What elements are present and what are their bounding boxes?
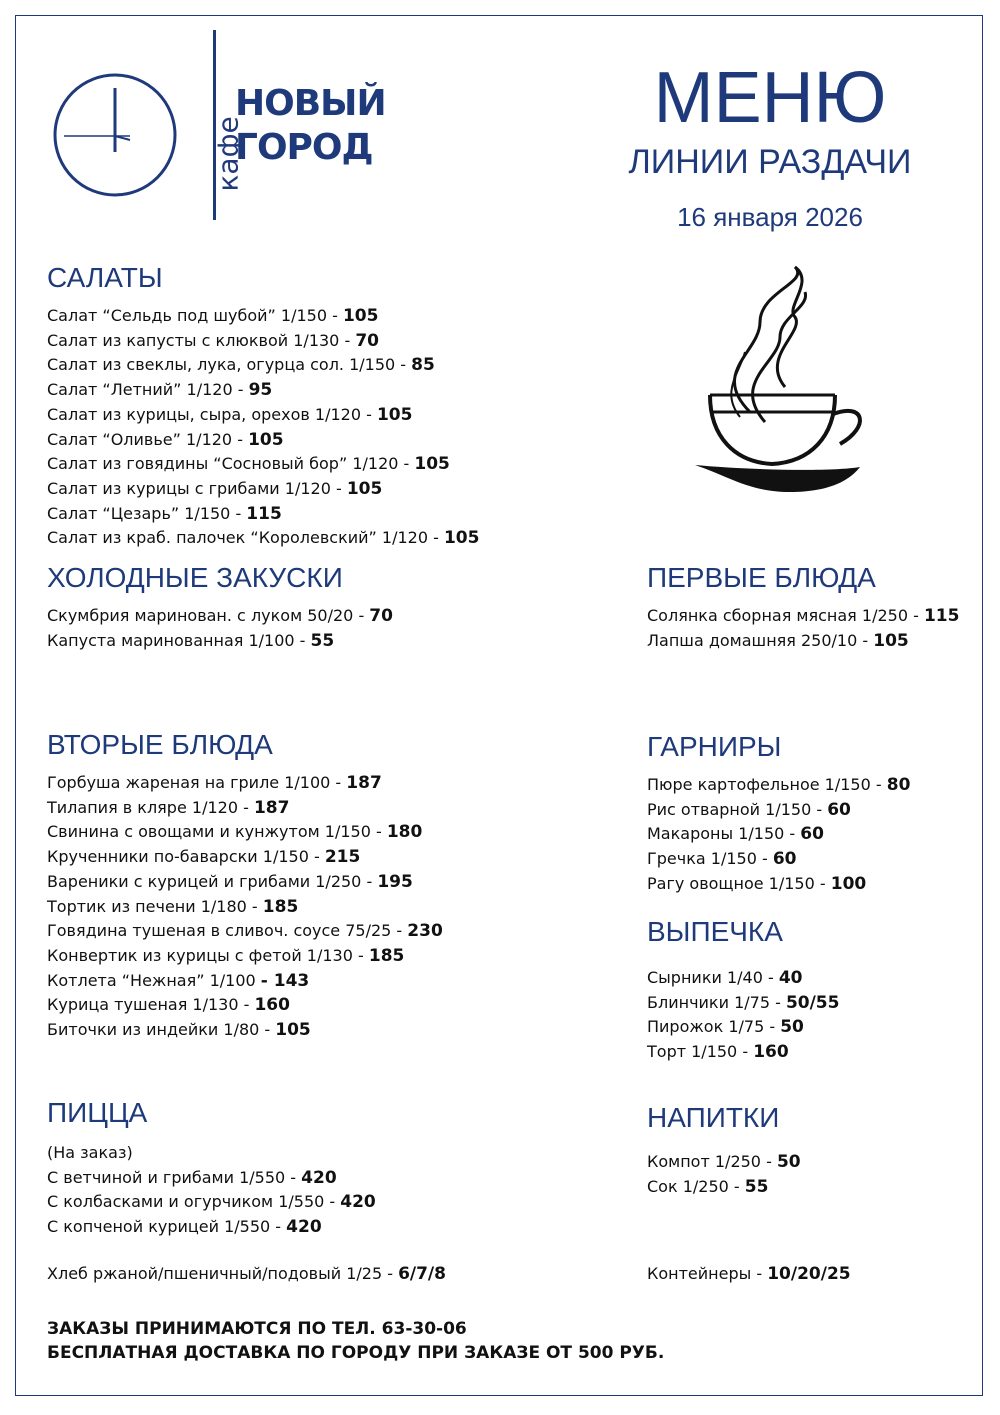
section-title: ХОЛОДНЫЕ ЗАКУСКИ xyxy=(47,562,343,593)
item-price: 50 xyxy=(776,1152,801,1172)
logo-name xyxy=(235,82,386,170)
item-list xyxy=(47,304,479,551)
item-price: 420 xyxy=(340,1192,376,1213)
section-first-courses xyxy=(647,560,959,653)
menu-item xyxy=(47,796,443,821)
item-name: Конвертик из курицы с фетой 1/130 - xyxy=(47,945,369,965)
pizza-note: (На заказ) xyxy=(47,1143,133,1162)
menu-item xyxy=(47,771,443,796)
menu-item xyxy=(647,1015,839,1040)
footer-delivery: БЕСПЛАТНАЯ ДОСТАВКА ПО ГОРОДУ ПРИ ЗАКАЗЕ ОТ 500 РУБ. xyxy=(47,1343,665,1363)
logo-name-line1: НОВЫЙ xyxy=(235,83,386,124)
section-title: ВЫПЕЧКА xyxy=(647,916,783,947)
item-price: 160 xyxy=(753,1042,789,1063)
item-price: 50 xyxy=(780,1017,804,1038)
item-price: 85 xyxy=(411,355,435,376)
item-list xyxy=(647,966,839,1065)
menu-item xyxy=(647,847,910,872)
section-garnish xyxy=(647,729,910,897)
menu-item xyxy=(647,798,910,823)
menu-item xyxy=(647,1150,801,1175)
item-price: 50/55 xyxy=(785,992,840,1013)
menu-item xyxy=(47,477,479,502)
item-list xyxy=(47,771,443,1043)
item-list xyxy=(47,604,393,653)
item-price: 185 xyxy=(262,896,299,917)
item-name: Крученники по-баварски 1/150 - xyxy=(47,847,325,867)
item-name: Торт 1/150 - xyxy=(647,1042,754,1062)
menu-item xyxy=(647,1040,839,1065)
item-name: Сырники 1/40 - xyxy=(647,968,779,987)
item-name: Лапша домашняя 250/10 - xyxy=(647,630,874,650)
item-price: 105 xyxy=(873,630,909,651)
item-price: 105 xyxy=(342,306,379,326)
item-name: Блинчики 1/75 - xyxy=(647,992,786,1012)
item-name: Салат “Оливье” 1/120 - xyxy=(47,429,249,449)
menu-item xyxy=(647,822,910,847)
footer-phone: ЗАКАЗЫ ПРИНИМАЮТСЯ ПО ТЕЛ. 63-30-06 xyxy=(47,1319,467,1339)
item-name: Вареники с курицей и грибами 1/250 - xyxy=(47,871,378,891)
item-price: 10/20/25 xyxy=(767,1264,851,1284)
item-name: Салат “Летний” 1/120 - xyxy=(47,380,249,400)
menu-item xyxy=(47,820,443,845)
footer-notice xyxy=(47,1317,664,1365)
item-name: Хлеб ржаной/пшеничный/подовый 1/25 - xyxy=(47,1264,399,1283)
item-name: Курица тушеная 1/130 - xyxy=(47,995,255,1015)
menu-item xyxy=(47,304,479,329)
section-salads xyxy=(47,260,479,551)
item-name: Контейнеры - xyxy=(647,1264,768,1283)
item-price: 70 xyxy=(355,330,379,351)
item-price: 80 xyxy=(886,775,911,795)
item-price: 40 xyxy=(778,968,803,988)
section-cold-snacks xyxy=(47,560,393,653)
menu-item xyxy=(647,773,910,798)
section-pizza xyxy=(47,1095,376,1240)
item-name: Компот 1/250 - xyxy=(647,1152,777,1171)
containers-item xyxy=(647,1262,851,1287)
section-title: НАПИТКИ xyxy=(647,1102,780,1133)
item-price: 420 xyxy=(301,1167,337,1188)
item-price: 100 xyxy=(830,873,867,894)
item-price: 6/7/8 xyxy=(398,1264,446,1284)
menu-item xyxy=(47,329,479,354)
menu-item xyxy=(47,1215,376,1240)
item-name: Тортик из печени 1/180 - xyxy=(47,896,263,916)
item-name: Пирожок 1/75 - xyxy=(647,1017,781,1037)
item-name: С ветчиной и грибами 1/550 - xyxy=(47,1167,302,1187)
item-price: 105 xyxy=(376,404,413,425)
section-title: ВТОРЫЕ БЛЮДА xyxy=(47,729,273,760)
logo-cafe-label: кафе xyxy=(211,116,245,192)
item-name: Салат из курицы, сыра, орехов 1/120 - xyxy=(47,404,377,424)
menu-subtitle: ЛИНИИ РАЗДАЧИ xyxy=(628,143,912,181)
item-name: Салат из свеклы, лука, огурца сол. 1/150 - xyxy=(47,355,412,375)
item-name: С копченой курицей 1/550 - xyxy=(47,1217,287,1237)
item-list xyxy=(47,1166,376,1240)
menu-item xyxy=(47,403,479,428)
menu-item xyxy=(47,919,443,944)
item-price: 95 xyxy=(248,380,273,401)
item-name: Рис отварной 1/150 - xyxy=(647,799,828,819)
item-name: Солянка сборная мясная 1/250 - xyxy=(647,606,924,625)
item-name: Сок 1/250 - xyxy=(647,1176,745,1196)
menu-item xyxy=(647,604,959,629)
menu-item xyxy=(47,526,479,551)
section-bakery xyxy=(647,914,839,1065)
item-name: Макароны 1/150 - xyxy=(647,824,801,844)
item-name: Свинина с овощами и кунжутом 1/150 - xyxy=(47,822,387,842)
item-price: 60 xyxy=(827,799,851,820)
item-name: Пюре картофельное 1/150 - xyxy=(647,775,887,794)
clock-logo-icon xyxy=(50,70,180,200)
menu-item xyxy=(47,452,479,477)
bread-item xyxy=(47,1262,446,1287)
menu-item xyxy=(47,353,479,378)
section-title: ПЕРВЫЕ БЛЮДА xyxy=(647,562,876,593)
item-price: 180 xyxy=(386,822,423,843)
item-price: 105 xyxy=(346,478,383,499)
menu-item xyxy=(647,966,839,991)
item-price: 105 xyxy=(248,429,284,450)
item-price: 70 xyxy=(369,606,393,626)
menu-item xyxy=(47,993,443,1018)
item-price: 420 xyxy=(286,1217,322,1238)
menu-date: 16 января 2026 xyxy=(677,202,863,232)
menu-item xyxy=(647,991,839,1016)
item-name: Капуста маринованная 1/100 - xyxy=(47,630,311,650)
menu-item xyxy=(647,629,959,654)
item-name: Салат из краб. палочек “Королевский” 1/120 - xyxy=(47,528,444,548)
section-second-courses xyxy=(47,727,443,1043)
item-price: 187 xyxy=(253,797,290,818)
logo-name-line2: ГОРОД xyxy=(235,127,373,168)
item-name: Салат “Цезарь” 1/150 - xyxy=(47,503,247,523)
item-name: Биточки из индейки 1/80 - xyxy=(47,1020,276,1040)
item-price: 60 xyxy=(772,849,797,870)
item-price: 195 xyxy=(377,871,413,892)
item-name: Салат из говядины “Сосновый бор” 1/120 - xyxy=(47,454,415,474)
item-name: Тилапия в кляре 1/120 - xyxy=(47,797,254,817)
menu-item xyxy=(47,845,443,870)
item-name: С колбасками и огурчиком 1/550 - xyxy=(47,1192,341,1212)
item-price: 187 xyxy=(346,773,382,793)
item-name: Салат из курицы с грибами 1/120 - xyxy=(47,478,347,498)
item-price: 55 xyxy=(744,1176,769,1197)
menu-item xyxy=(47,1018,443,1043)
cafe-logo xyxy=(45,30,395,225)
item-price: 60 xyxy=(800,824,824,845)
section-title: ПИЦЦА xyxy=(47,1097,148,1128)
menu-title: МЕНЮ xyxy=(653,58,887,138)
item-price: 105 xyxy=(414,454,450,475)
item-price: 115 xyxy=(923,606,960,626)
menu-item xyxy=(47,629,393,654)
item-name: Салат “Сельдь под шубой” 1/150 - xyxy=(47,306,343,325)
menu-item xyxy=(47,502,479,527)
menu-item xyxy=(647,872,910,897)
item-price: 230 xyxy=(407,921,443,942)
item-name: Скумбрия маринован. с луком 50/20 - xyxy=(47,606,370,625)
item-price: - 143 xyxy=(260,970,310,991)
item-name: Рагу овощное 1/150 - xyxy=(647,873,831,893)
section-title: САЛАТЫ xyxy=(47,262,163,293)
item-price: 115 xyxy=(246,503,282,524)
item-price: 160 xyxy=(254,995,290,1016)
menu-item xyxy=(47,378,479,403)
menu-item xyxy=(47,604,393,629)
item-name: Котлета “Нежная” 1/100 xyxy=(47,970,261,990)
menu-item xyxy=(47,944,443,969)
menu-item xyxy=(47,1190,376,1215)
item-price: 215 xyxy=(324,847,361,868)
item-price: 55 xyxy=(310,630,335,651)
menu-item xyxy=(47,969,443,994)
item-list xyxy=(647,604,959,653)
item-price: 105 xyxy=(443,528,480,549)
item-name: Горбуша жареная на гриле 1/100 - xyxy=(47,773,347,792)
item-name: Говядина тушеная в сливоч. соусе 75/25 - xyxy=(47,921,408,941)
item-list xyxy=(647,773,910,897)
section-drinks xyxy=(647,1100,801,1199)
menu-item xyxy=(47,1166,376,1191)
item-list xyxy=(647,1150,801,1199)
menu-item xyxy=(647,1175,801,1200)
item-price: 185 xyxy=(368,945,405,966)
item-price: 105 xyxy=(275,1020,311,1041)
menu-item xyxy=(47,870,443,895)
coffee-cup-icon xyxy=(690,262,880,502)
menu-item xyxy=(47,428,479,453)
item-name: Салат из капусты с клюквой 1/130 - xyxy=(47,330,356,350)
section-title: ГАРНИРЫ xyxy=(647,731,782,762)
menu-item xyxy=(47,895,443,920)
item-name: Гречка 1/150 - xyxy=(647,849,773,869)
